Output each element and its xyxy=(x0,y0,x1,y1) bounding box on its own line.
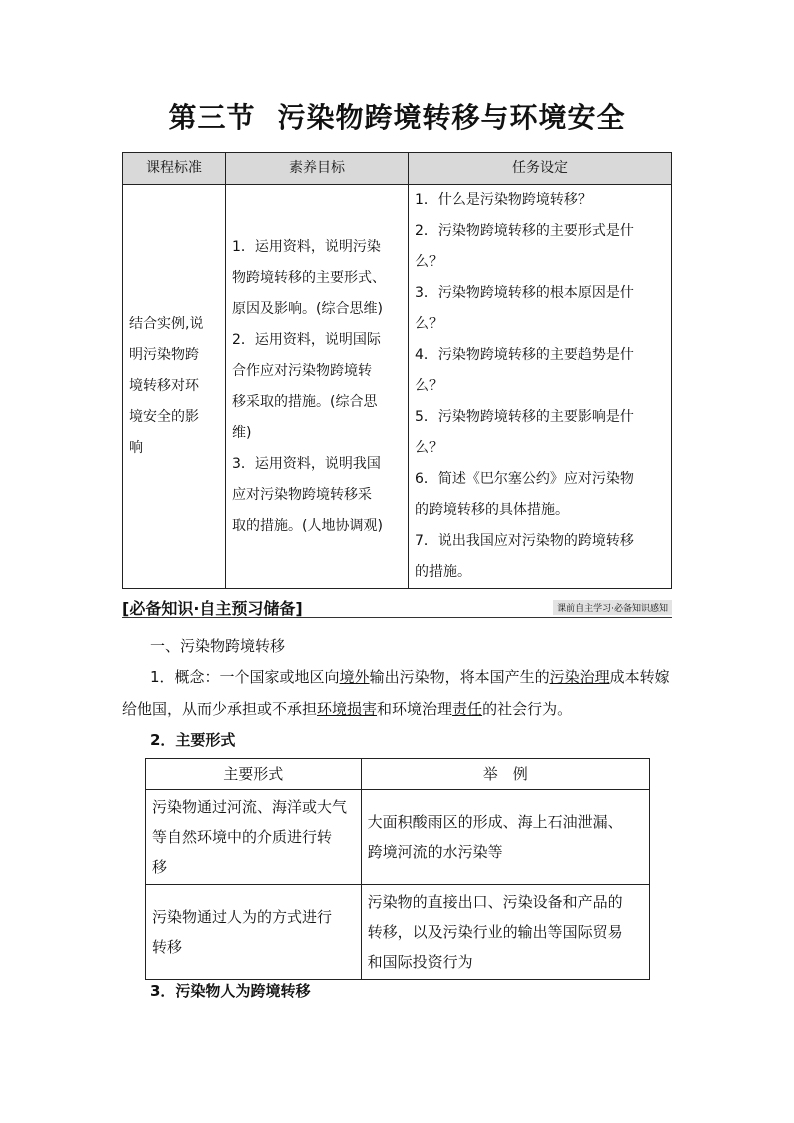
header-literacy-goals: 素养目标 xyxy=(226,153,409,185)
cell-line: 取的措施。(人地协调观) xyxy=(232,517,383,534)
cell-line: 响 xyxy=(129,440,143,456)
underlined-term: 责任 xyxy=(452,700,483,718)
cell-line: 2．运用资料，说明国际 xyxy=(232,331,381,348)
cell-line: 合作应对污染物跨境转 xyxy=(232,362,372,379)
section-heading: 一、污染物跨境转移 xyxy=(150,637,286,655)
header-example: 举 例 xyxy=(361,759,649,790)
text-run: 输出污染物，将本国产生的 xyxy=(369,668,550,686)
concept-paragraph xyxy=(122,661,678,725)
cell-line: 么？ xyxy=(415,440,443,456)
header-task-setting: 任务设定 xyxy=(409,153,672,185)
cell-line: 5．污染物跨境转移的主要影响是什 xyxy=(415,409,634,425)
table-row xyxy=(146,885,650,980)
objectives-table-header xyxy=(123,153,672,185)
example-cell xyxy=(361,790,649,885)
cell-line: 么？ xyxy=(415,378,443,394)
cell-line: 么？ xyxy=(415,254,443,270)
cell-line: 污染物通过河流、海洋或大气 xyxy=(152,798,348,816)
cell-line: 维) xyxy=(232,424,252,441)
cell-line: 4．污染物跨境转移的主要趋势是什 xyxy=(415,347,634,363)
cell-line: 和国际投资行为 xyxy=(367,953,473,971)
cell-line: 结合实例,说 xyxy=(129,316,204,332)
cell-line: 的跨境转移的具体措施。 xyxy=(415,502,569,518)
cell-line: 污染物通过人为的方式进行 xyxy=(152,908,333,926)
text-run: 成本转嫁给他国，从而少承担或不承担 xyxy=(122,668,670,718)
cell-line: 7．说出我国应对污染物的跨境转移 xyxy=(415,533,634,549)
objectives-table-row xyxy=(123,185,672,589)
text-run: 和环境治理 xyxy=(377,700,453,718)
literacy-goals-cell xyxy=(226,185,409,589)
cell-line: 移 xyxy=(152,858,168,876)
cell-line: 转移，以及污染行业的输出等国际贸易 xyxy=(367,923,623,941)
cell-line: 境安全的影 xyxy=(129,409,199,425)
cell-line: 1．什么是污染物跨境转移？ xyxy=(415,192,592,208)
cell-line: 境转移对环 xyxy=(129,378,199,394)
task-setting-cell xyxy=(409,185,672,589)
title-text: 污染物跨境转移与环境安全 xyxy=(277,101,626,134)
title-section-number: 第三节 xyxy=(168,101,256,134)
underlined-term: 污染治理 xyxy=(549,668,610,686)
example-cell xyxy=(361,885,649,980)
banner-tag: 课前自主学习·必备知识感知 xyxy=(553,600,672,615)
cell-line: 1．运用资料，说明污染 xyxy=(232,238,381,255)
cell-line: 物跨境转移的主要形式、 xyxy=(232,269,386,286)
form-cell xyxy=(146,790,362,885)
human-transfer-heading: 3．污染物人为跨境转移 xyxy=(150,982,311,1000)
banner-rule xyxy=(122,617,672,618)
cell-line: 大面积酸雨区的形成、海上石油泄漏、 xyxy=(367,813,623,831)
cell-line: 原因及影响。(综合思维) xyxy=(232,300,383,317)
objectives-table xyxy=(122,152,672,589)
header-curriculum-standard: 课程标准 xyxy=(123,153,226,185)
cell-line: 的措施。 xyxy=(415,564,471,580)
section-banner xyxy=(122,596,672,618)
underlined-term: 环境损害 xyxy=(317,700,378,718)
cell-line: 3．运用资料，说明我国 xyxy=(232,455,381,472)
form-cell xyxy=(146,885,362,980)
cell-line: 污染物的直接出口、污染设备和产品的 xyxy=(367,893,623,911)
cell-line: 应对污染物跨境转移采 xyxy=(232,486,372,503)
cell-line: 等自然环境中的介质进行转 xyxy=(152,828,333,846)
table-row xyxy=(146,790,650,885)
cell-line: 6．简述《巴尔塞公约》应对污染物 xyxy=(415,471,634,487)
text-run: 的社会行为。 xyxy=(482,700,573,718)
cell-line: 么？ xyxy=(415,316,443,332)
cell-line: 转移 xyxy=(152,938,183,956)
banner-title: [必备知识·自主预习储备] xyxy=(122,599,303,618)
header-main-form: 主要形式 xyxy=(146,759,362,790)
forms-heading: 2．主要形式 xyxy=(150,731,236,749)
cell-line: 2．污染物跨境转移的主要形式是什 xyxy=(415,223,634,239)
forms-table xyxy=(145,758,650,980)
cell-line: 移采取的措施。(综合思 xyxy=(232,393,378,410)
cell-line: 3．污染物跨境转移的根本原因是什 xyxy=(415,285,634,301)
underlined-term: 境外 xyxy=(339,668,370,686)
cell-line: 跨境河流的水污染等 xyxy=(367,843,503,861)
curriculum-standard-cell xyxy=(123,185,226,589)
text-run: 1．概念：一个国家或地区向 xyxy=(150,668,340,686)
forms-table-header xyxy=(146,759,650,790)
page-title xyxy=(0,96,794,136)
cell-line: 明污染物跨 xyxy=(129,347,199,363)
